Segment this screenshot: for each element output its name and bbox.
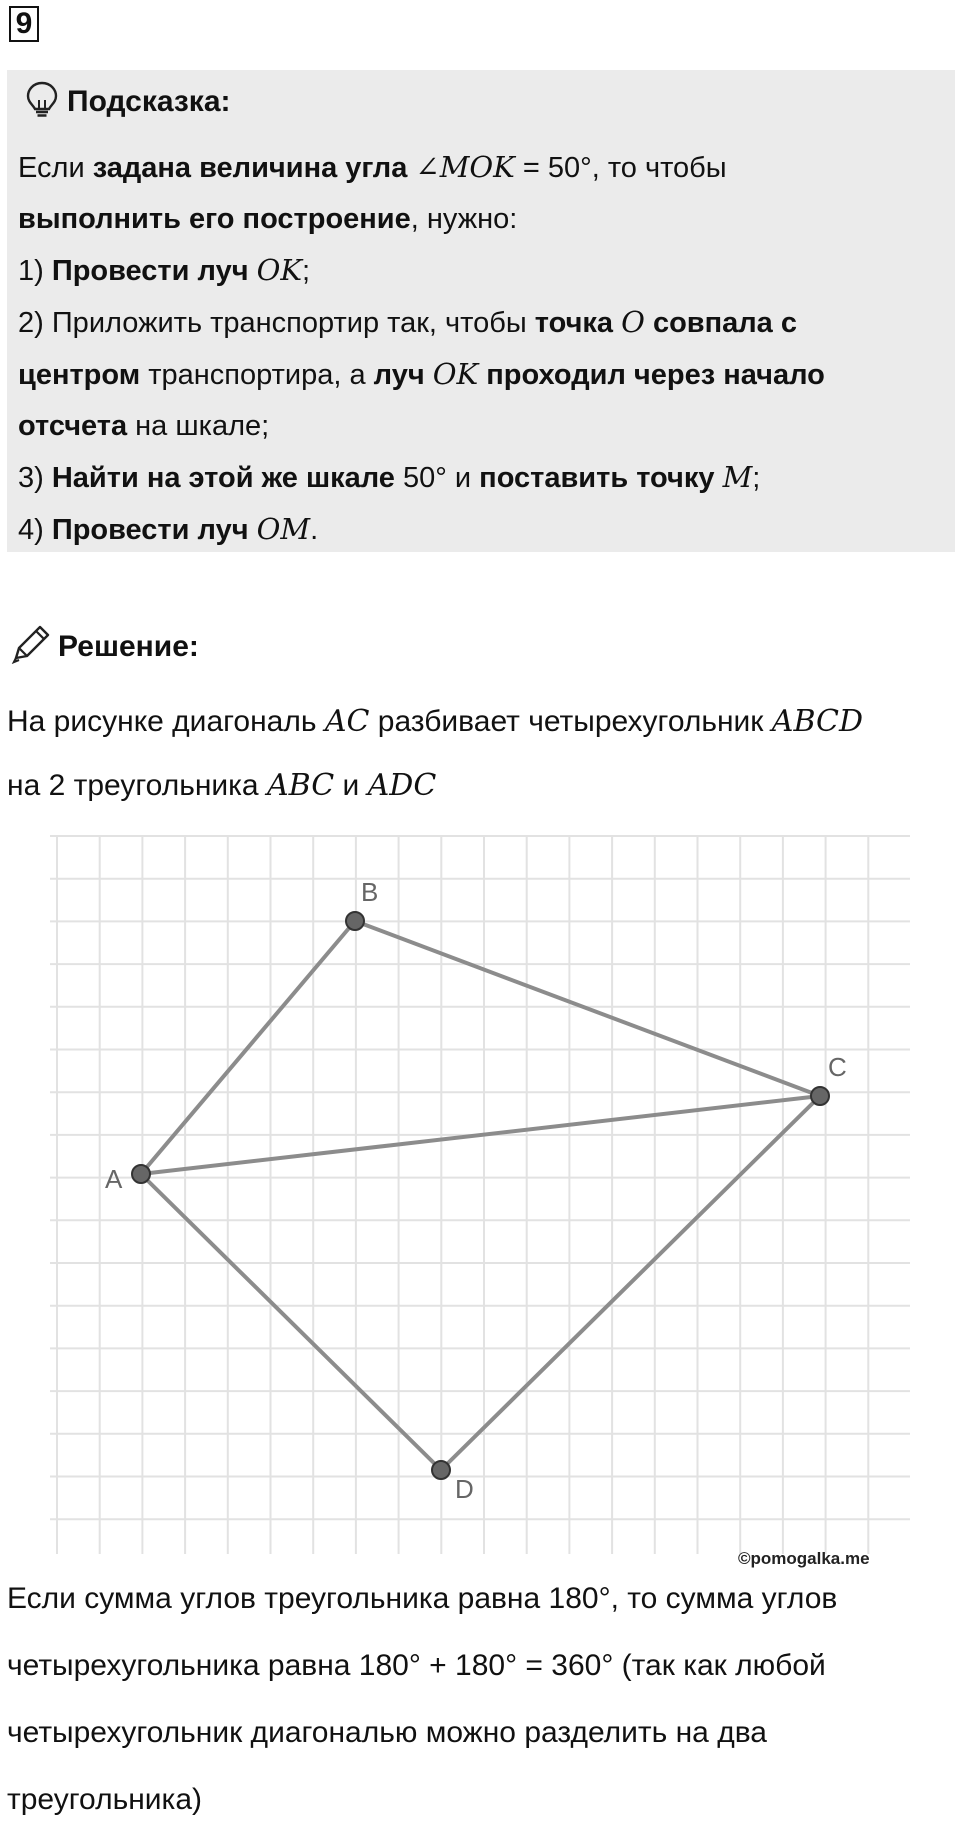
solution-header bbox=[10, 624, 199, 669]
text-run: четырехугольник диагональю можно разделить на два bbox=[7, 1716, 767, 1749]
text-run: , нужно: bbox=[410, 203, 518, 235]
math-symbol: ∠MOK bbox=[415, 150, 515, 184]
text-run: центром bbox=[18, 359, 141, 391]
math-symbol: ABC bbox=[266, 768, 335, 803]
hint-line bbox=[18, 452, 948, 504]
conclusion-line bbox=[7, 1766, 957, 1833]
text-run: 3) bbox=[18, 462, 52, 494]
side-bc bbox=[355, 921, 820, 1096]
point-label-b: B bbox=[361, 877, 379, 907]
solution-title: Решение: bbox=[58, 629, 199, 663]
math-symbol: ADC bbox=[367, 768, 437, 803]
solution-conclusion-text bbox=[7, 1565, 957, 1833]
solution-line bbox=[7, 690, 957, 754]
hint-box bbox=[7, 70, 955, 552]
pencil-icon bbox=[10, 624, 52, 669]
point-label-d: D bbox=[455, 1474, 474, 1504]
point-a bbox=[132, 1165, 150, 1183]
text-run: 50° и bbox=[394, 462, 480, 494]
side-cd bbox=[441, 1096, 820, 1470]
point-c bbox=[811, 1087, 829, 1105]
conclusion-line bbox=[7, 1632, 957, 1699]
text-run: задана величина угла bbox=[92, 152, 416, 184]
text-run: транспортира, а bbox=[140, 359, 374, 391]
text-run: = 50°, то чтобы bbox=[514, 152, 727, 184]
lightbulb-icon bbox=[25, 80, 59, 123]
text-run: и bbox=[334, 769, 368, 802]
hint-line bbox=[18, 349, 948, 401]
hint-line bbox=[18, 245, 948, 297]
text-run: Провести луч bbox=[51, 255, 257, 287]
text-run: 2) Приложить транспортир так, чтобы bbox=[18, 307, 535, 339]
hint-text bbox=[18, 142, 948, 556]
text-run: На рисунке диагональ bbox=[7, 705, 325, 738]
credit-watermark: ©pomogalka.me bbox=[738, 1549, 870, 1568]
solution-intro-text bbox=[7, 690, 957, 818]
hint-line bbox=[18, 297, 948, 349]
math-symbol: O bbox=[621, 305, 645, 339]
text-run: ; bbox=[752, 462, 761, 494]
text-run: треугольника) bbox=[7, 1783, 202, 1816]
text-run: отсчета bbox=[18, 410, 128, 442]
hint-title: Подсказка: bbox=[67, 84, 231, 118]
text-run: ; bbox=[302, 255, 311, 287]
quadrilateral-diagram bbox=[50, 826, 910, 1556]
text-run: Найти на этой же шкале bbox=[51, 462, 395, 494]
text-run: Если сумма углов треугольника равна 180°, то сумма углов bbox=[7, 1582, 838, 1615]
hint-line bbox=[18, 401, 948, 452]
hint-line bbox=[18, 194, 948, 245]
text-run: четырехугольника равна 180° + 180° = 360° (так как любой bbox=[7, 1649, 826, 1682]
text-run: проходил через начало bbox=[478, 359, 825, 391]
math-symbol: AC bbox=[324, 704, 370, 739]
conclusion-line bbox=[7, 1565, 957, 1632]
text-run: 1) bbox=[18, 255, 52, 287]
text-run: луч bbox=[373, 359, 433, 391]
text-run: выполнить его построение bbox=[18, 203, 411, 235]
text-run: Провести луч bbox=[51, 514, 257, 546]
text-run: 4) bbox=[18, 514, 52, 546]
hint-line bbox=[18, 504, 948, 556]
text-run: совпала с bbox=[644, 307, 797, 339]
text-run: на шкале; bbox=[127, 410, 270, 442]
math-symbol: ABCD bbox=[771, 704, 864, 739]
solution-line bbox=[7, 754, 957, 818]
text-run: поставить точку bbox=[479, 462, 723, 494]
point-label-c: C bbox=[828, 1052, 847, 1082]
math-symbol: M bbox=[722, 460, 753, 494]
point-b bbox=[346, 912, 364, 930]
text-run: точка bbox=[534, 307, 622, 339]
text-run: Если bbox=[18, 152, 93, 184]
quadrilateral-figure bbox=[50, 826, 910, 1561]
point-d bbox=[432, 1461, 450, 1479]
math-symbol: OK bbox=[432, 357, 479, 391]
text-run: на 2 треугольника bbox=[7, 769, 267, 802]
math-symbol: OM bbox=[256, 512, 311, 546]
conclusion-line bbox=[7, 1699, 957, 1766]
hint-line bbox=[18, 142, 948, 194]
text-run: . bbox=[310, 514, 319, 546]
problem-number: 9 bbox=[9, 6, 39, 42]
hint-header bbox=[25, 80, 231, 123]
side-ab bbox=[141, 921, 355, 1174]
text-run: разбивает четырехугольник bbox=[369, 705, 772, 738]
math-symbol: OK bbox=[256, 253, 303, 287]
point-label-a: A bbox=[105, 1164, 123, 1194]
